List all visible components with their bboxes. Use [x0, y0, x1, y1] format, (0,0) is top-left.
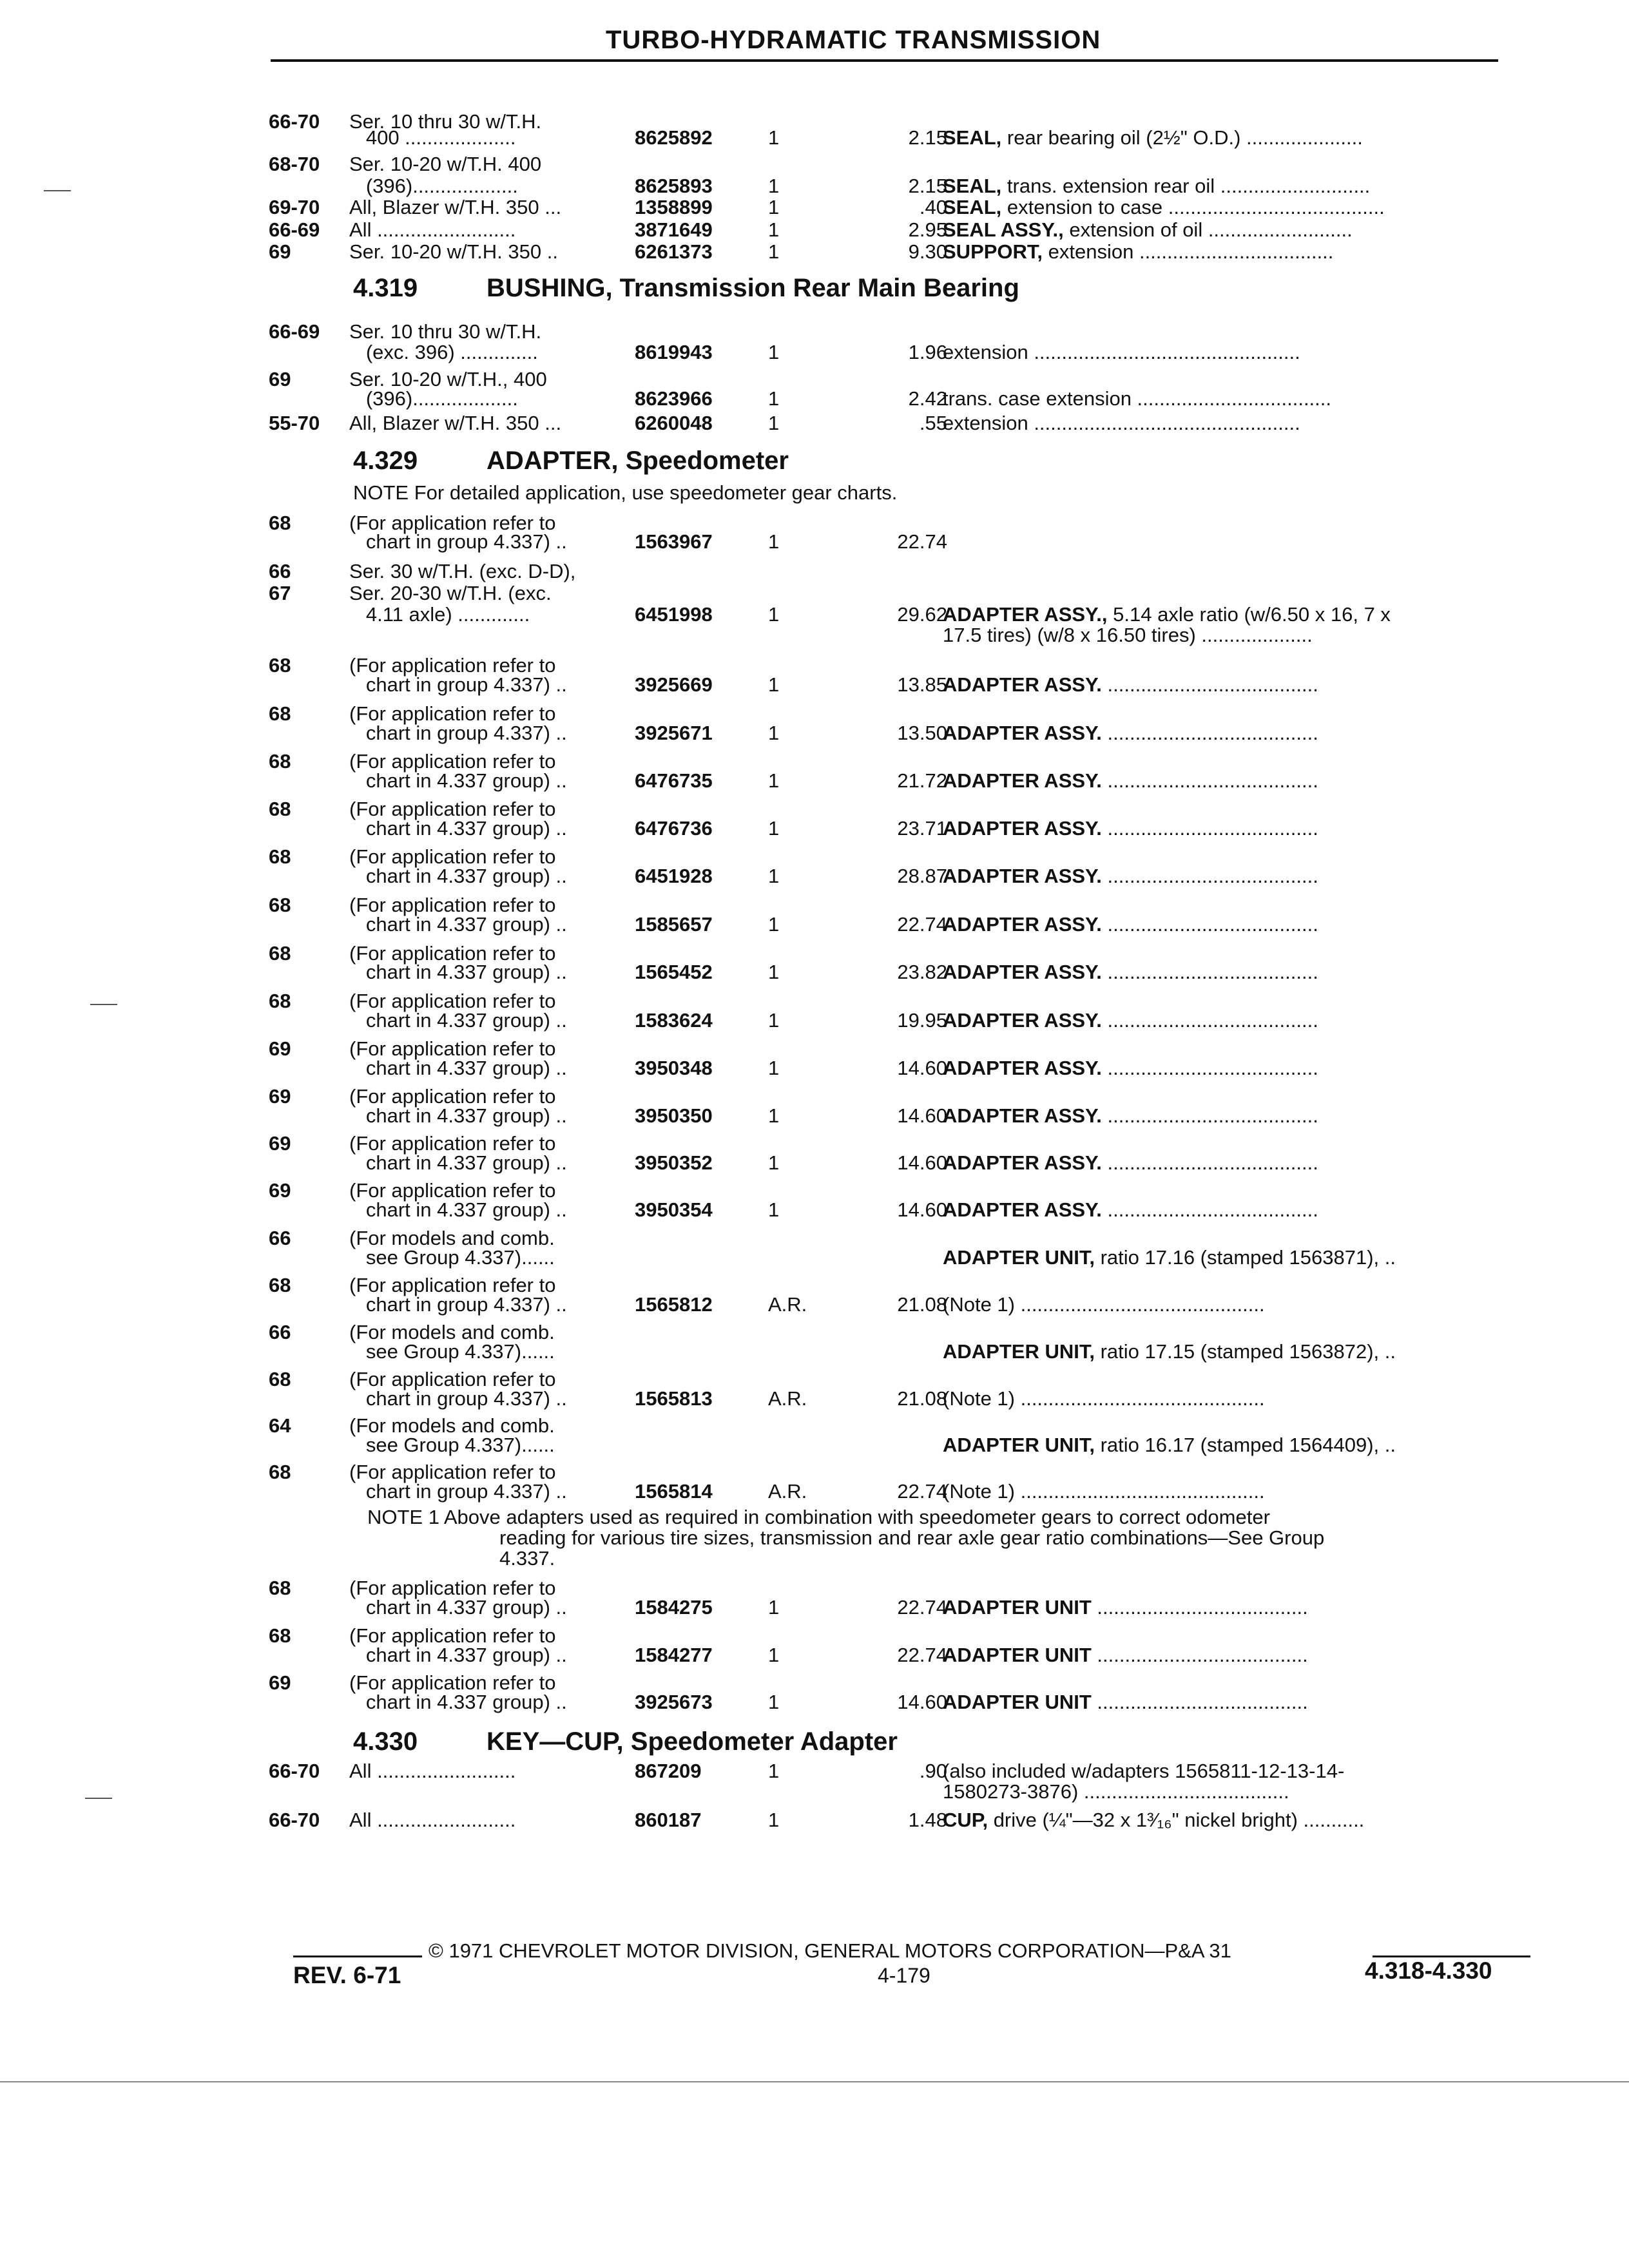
year-cell: 68	[269, 1577, 291, 1599]
price-cell: .90	[919, 1760, 947, 1782]
description-text: ......................................	[1101, 1198, 1318, 1221]
price-cell: 14.60	[897, 1104, 947, 1127]
description-cell	[943, 1595, 1308, 1620]
description-text: ......................................	[1101, 865, 1318, 887]
year-cell: 68	[269, 1274, 291, 1296]
part-number-cell: 1358899	[635, 196, 713, 218]
application-cell: chart in group 4.337) ..	[349, 722, 567, 744]
description-text: ratio 16.17 (stamped 1564409), ..	[1094, 1434, 1396, 1456]
footer-rule-left	[293, 1956, 422, 1957]
part-number-cell: 1584277	[635, 1644, 713, 1666]
application-cell: (For application refer to	[349, 1132, 556, 1155]
application-cell: (For application refer to	[349, 1671, 556, 1694]
application-cell: chart in 4.337 group) ..	[349, 1198, 567, 1221]
application-cell: chart in group 4.337) ..	[349, 1387, 567, 1410]
application-cell: Ser. 10-20 w/T.H. 350 ..	[349, 240, 558, 263]
application-cell: Ser. 30 w/T.H. (exc. D-D),	[349, 560, 576, 582]
part-number-cell: 1563967	[635, 530, 713, 553]
price-cell: 9.30	[908, 240, 947, 263]
page-number: 4-179	[878, 1964, 930, 1987]
description-text: ......................................	[1091, 1691, 1308, 1713]
margin-mark	[90, 1004, 117, 1005]
quantity-cell: 1	[768, 240, 780, 263]
description-text: ......................................	[1101, 769, 1318, 792]
year-cell: 66-70	[269, 1760, 320, 1782]
quantity-cell: 1	[768, 961, 780, 983]
description-text: 17.5 tires) (w/8 x 16.50 tires) ....................	[943, 624, 1313, 646]
description-bold: ADAPTER ASSY.	[943, 817, 1102, 840]
note-text: reading for various tire sizes, transmission and rear axle gear ratio combinations—See Group	[499, 1526, 1325, 1549]
year-cell: 66-70	[269, 110, 320, 133]
application-cell: chart in 4.337 group) ..	[349, 1691, 567, 1713]
application-cell: (For application refer to	[349, 894, 556, 916]
description-bold: ADAPTER ASSY.	[943, 1104, 1102, 1127]
quantity-cell: A.R.	[768, 1293, 807, 1316]
description-bold: ADAPTER ASSY.	[943, 1198, 1102, 1221]
application-cell: 400 ....................	[349, 126, 516, 149]
quantity-cell: A.R.	[768, 1387, 807, 1410]
description-bold: SEAL,	[943, 126, 1002, 149]
application-cell: chart in group 4.337) ..	[349, 1293, 567, 1316]
quantity-cell: 1	[768, 1809, 780, 1831]
description-cell	[943, 1151, 1318, 1175]
part-number-cell: 6476736	[635, 817, 713, 840]
application-cell: chart in 4.337 group) ..	[349, 1151, 567, 1174]
price-cell: 21.08	[897, 1293, 947, 1316]
quantity-cell: 1	[768, 341, 780, 363]
price-cell: 22.74	[897, 1480, 947, 1503]
application-cell: chart in 4.337 group) ..	[349, 1644, 567, 1666]
application-cell: chart in 4.337 group) ..	[349, 1596, 567, 1619]
part-number-cell: 3925671	[635, 722, 713, 744]
price-cell: 22.74	[897, 1596, 947, 1619]
description-cell	[943, 816, 1318, 841]
part-number-cell: 3950348	[635, 1057, 713, 1079]
application-cell: (For application refer to	[349, 654, 556, 677]
note-text: NOTE For detailed application, use speedometer gear charts.	[353, 481, 898, 504]
description-cell	[943, 673, 1318, 697]
quantity-cell: 1	[768, 673, 780, 696]
description-cell	[943, 1479, 1265, 1504]
price-cell: 21.72	[897, 769, 947, 792]
part-number-cell: 8623966	[635, 387, 713, 410]
price-cell: 2.95	[908, 218, 947, 241]
application-cell: chart in group 4.337) ..	[349, 673, 567, 696]
part-number-cell: 6476735	[635, 769, 713, 792]
year-cell: 64	[269, 1414, 291, 1437]
description-text: ......................................	[1091, 1644, 1308, 1666]
description-cell	[943, 387, 1331, 411]
description-bold: ADAPTER ASSY.	[943, 865, 1102, 887]
part-number-cell: 3950354	[635, 1198, 713, 1221]
description-text: extension to case .......................................	[1001, 196, 1385, 218]
description-cell	[943, 218, 1353, 242]
application-cell: chart in 4.337 group) ..	[349, 769, 567, 792]
price-cell: 22.74	[897, 1644, 947, 1666]
application-cell: (396)...................	[349, 175, 518, 197]
description-text: extension of oil ..........................	[1063, 218, 1353, 241]
application-cell: (exc. 396) ..............	[349, 341, 538, 363]
price-cell: 14.60	[897, 1057, 947, 1079]
description-bold: SUPPORT,	[943, 240, 1043, 263]
part-number-cell: 6451998	[635, 603, 713, 626]
application-cell: (For application refer to	[349, 990, 556, 1012]
year-cell: 68	[269, 990, 291, 1012]
price-cell: 13.85	[897, 673, 947, 696]
description-cell	[943, 769, 1318, 793]
part-number-cell: 3925669	[635, 673, 713, 696]
revision-label: REV. 6-71	[293, 1962, 401, 1988]
year-cell: 68	[269, 654, 291, 677]
description-cell	[943, 1104, 1318, 1128]
description-text: drive (¼"—32 x 1³⁄₁₆" nickel bright) ...........	[988, 1809, 1365, 1831]
description-text: ......................................	[1101, 1104, 1318, 1127]
note-text: NOTE 1 Above adapters used as required in combination with speedometer gears to correct odometer	[367, 1506, 1270, 1528]
section-number: 4.329	[353, 447, 418, 475]
description-cell	[943, 1293, 1265, 1317]
application-cell: chart in 4.337 group) ..	[349, 1104, 567, 1127]
part-number-cell: 6260048	[635, 412, 713, 434]
description-cell	[943, 1433, 1396, 1457]
application-cell: (For models and comb.	[349, 1414, 555, 1437]
price-cell: 19.95	[897, 1009, 947, 1032]
description-text: ratio 17.16 (stamped 1563871), ..	[1094, 1246, 1396, 1269]
part-number-cell: 8625893	[635, 175, 713, 197]
application-cell: Ser. 10-20 w/T.H. 400	[349, 153, 542, 175]
price-cell: 2.15	[908, 175, 947, 197]
description-bold: ADAPTER ASSY.	[943, 1151, 1102, 1174]
price-cell: 28.87	[897, 865, 947, 887]
quantity-cell: 1	[768, 913, 780, 936]
footer-copyright: © 1971 CHEVROLET MOTOR DIVISION, GENERAL MOTORS CORPORATION—P&A 31	[429, 1939, 1231, 1962]
description-cell	[943, 1808, 1364, 1832]
quantity-cell: 1	[768, 865, 780, 887]
year-cell: 68	[269, 1368, 291, 1390]
price-cell: 13.50	[897, 722, 947, 744]
description-cell	[943, 1198, 1318, 1222]
application-cell: (For application refer to	[349, 1624, 556, 1647]
application-cell: (For application refer to	[349, 1577, 556, 1599]
application-cell: All .........................	[349, 218, 516, 241]
price-cell: 22.74	[897, 913, 947, 936]
description-bold: ADAPTER UNIT,	[943, 1340, 1095, 1363]
quantity-cell: 1	[768, 1151, 780, 1174]
application-cell: Ser. 10-20 w/T.H., 400	[349, 368, 547, 390]
application-cell: see Group 4.337)......	[349, 1246, 555, 1269]
price-cell: 22.74	[897, 530, 947, 553]
application-cell: chart in group 4.337) ..	[349, 1480, 567, 1503]
application-cell: Ser. 10 thru 30 w/T.H.	[349, 110, 542, 133]
year-cell: 67	[269, 582, 291, 604]
description-cell	[943, 1690, 1308, 1715]
quantity-cell: 1	[768, 387, 780, 410]
price-cell: 1.96	[908, 341, 947, 363]
description-cell	[943, 623, 1313, 648]
price-cell: 2.42	[908, 387, 947, 410]
description-bold: ADAPTER UNIT	[943, 1644, 1092, 1666]
description-cell	[943, 1056, 1318, 1081]
application-cell: (For application refer to	[349, 1461, 556, 1483]
application-cell: (For application refer to	[349, 1085, 556, 1108]
application-cell: (For models and comb.	[349, 1227, 555, 1249]
section-title: ADAPTER, Speedometer	[487, 447, 789, 475]
margin-mark	[85, 1798, 112, 1799]
price-cell: 23.71	[897, 817, 947, 840]
description-text: extension ................................................	[943, 412, 1300, 434]
application-cell: (For application refer to	[349, 1037, 556, 1060]
description-cell	[943, 1340, 1396, 1364]
application-cell: All, Blazer w/T.H. 350 ...	[349, 196, 562, 218]
year-cell: 68	[269, 1624, 291, 1647]
year-cell: 69	[269, 1132, 291, 1155]
part-number-cell: 3871649	[635, 218, 713, 241]
note-text: 4.337.	[499, 1547, 555, 1570]
application-cell: All .........................	[349, 1809, 516, 1831]
part-number-cell: 3950352	[635, 1151, 713, 1174]
description-cell	[943, 1008, 1318, 1033]
year-cell: 69	[269, 240, 291, 263]
description-bold: ADAPTER UNIT	[943, 1596, 1092, 1619]
quantity-cell: 1	[768, 412, 780, 434]
section-number: 4.319	[353, 274, 418, 302]
year-cell: 68	[269, 894, 291, 916]
year-cell: 66-69	[269, 320, 320, 343]
margin-mark	[44, 190, 71, 191]
year-cell: 66	[269, 1321, 291, 1343]
part-number-cell: 6451928	[635, 865, 713, 887]
page-title: TURBO-HYDRAMATIC TRANSMISSION	[606, 26, 1101, 54]
quantity-cell: A.R.	[768, 1480, 807, 1503]
year-cell: 68-70	[269, 153, 320, 175]
application-cell: chart in 4.337 group) ..	[349, 913, 567, 936]
quantity-cell: 1	[768, 196, 780, 218]
description-text: (Note 1) ............................................	[943, 1480, 1265, 1503]
application-cell: chart in 4.337 group) ..	[349, 865, 567, 887]
application-cell: see Group 4.337)......	[349, 1434, 555, 1456]
description-bold: ADAPTER ASSY.	[943, 722, 1102, 744]
part-number-cell: 860187	[635, 1809, 702, 1831]
price-cell: 29.62	[897, 603, 947, 626]
group-range: 4.318-4.330	[1365, 1957, 1492, 1984]
description-text: extension ...................................	[1043, 240, 1334, 263]
description-text: (also included w/adapters 1565811-12-13-14-	[943, 1760, 1345, 1782]
quantity-cell: 1	[768, 1691, 780, 1713]
part-number-cell: 1565812	[635, 1293, 713, 1316]
part-number-cell: 1585657	[635, 913, 713, 936]
year-cell: 66	[269, 1227, 291, 1249]
application-cell: chart in 4.337 group) ..	[349, 961, 567, 983]
description-text: (Note 1) ............................................	[943, 1293, 1265, 1316]
year-cell: 68	[269, 845, 291, 868]
description-bold: ADAPTER ASSY.	[943, 961, 1102, 983]
year-cell: 68	[269, 942, 291, 965]
application-cell: (For application refer to	[349, 1368, 556, 1390]
quantity-cell: 1	[768, 1057, 780, 1079]
quantity-cell: 1	[768, 603, 780, 626]
application-cell: (For models and comb.	[349, 1321, 555, 1343]
description-bold: ADAPTER UNIT	[943, 1691, 1092, 1713]
quantity-cell: 1	[768, 218, 780, 241]
description-text: rear bearing oil (2½" O.D.) .....................	[1001, 126, 1363, 149]
application-cell: chart in 4.337 group) ..	[349, 1009, 567, 1032]
year-cell: 69	[269, 368, 291, 390]
year-cell: 68	[269, 512, 291, 534]
application-cell: (For application refer to	[349, 512, 556, 534]
application-cell: (For application refer to	[349, 845, 556, 868]
quantity-cell: 1	[768, 1644, 780, 1666]
description-bold: ADAPTER ASSY.	[943, 673, 1102, 696]
description-bold: ADAPTER ASSY.,	[943, 603, 1108, 626]
part-number-cell: 3925673	[635, 1691, 713, 1713]
part-number-cell: 8625892	[635, 126, 713, 149]
description-bold: ADAPTER ASSY.	[943, 1009, 1102, 1032]
application-cell: (For application refer to	[349, 1179, 556, 1202]
description-text: ......................................	[1101, 1057, 1318, 1079]
quantity-cell: 1	[768, 175, 780, 197]
part-number-cell: 1565814	[635, 1480, 713, 1503]
price-cell: 14.60	[897, 1691, 947, 1713]
section-number: 4.330	[353, 1727, 418, 1756]
description-text: ......................................	[1101, 1009, 1318, 1032]
price-cell: 21.08	[897, 1387, 947, 1410]
description-cell	[943, 126, 1363, 150]
part-number-cell: 6261373	[635, 240, 713, 263]
description-cell	[943, 721, 1318, 745]
application-cell: All .........................	[349, 1760, 516, 1782]
description-bold: ADAPTER ASSY.	[943, 913, 1102, 936]
quantity-cell: 1	[768, 817, 780, 840]
description-cell	[943, 340, 1300, 365]
part-number-cell: 1584275	[635, 1596, 713, 1619]
description-text: trans. case extension ...................................	[943, 387, 1332, 410]
description-cell	[943, 1245, 1396, 1270]
description-cell	[943, 240, 1333, 264]
description-cell	[943, 864, 1318, 889]
description-text: ......................................	[1101, 673, 1318, 696]
application-cell: chart in 4.337 group) ..	[349, 1057, 567, 1079]
part-number-cell: 1565813	[635, 1387, 713, 1410]
year-cell: 69	[269, 1085, 291, 1108]
price-cell: 23.82	[897, 961, 947, 983]
description-text: ratio 17.15 (stamped 1563872), ..	[1094, 1340, 1396, 1363]
application-cell: Ser. 20-30 w/T.H. (exc.	[349, 582, 552, 604]
quantity-cell: 1	[768, 1596, 780, 1619]
description-cell	[943, 912, 1318, 937]
year-cell: 66-69	[269, 218, 320, 241]
price-cell: 14.60	[897, 1198, 947, 1221]
application-cell: All, Blazer w/T.H. 350 ...	[349, 412, 562, 434]
description-text: ......................................	[1101, 817, 1318, 840]
year-cell: 66	[269, 560, 291, 582]
price-cell: .55	[919, 412, 947, 434]
description-text: ......................................	[1101, 722, 1318, 744]
quantity-cell: 1	[768, 1760, 780, 1782]
year-cell: 68	[269, 1461, 291, 1483]
section-title: KEY—CUP, Speedometer Adapter	[487, 1727, 898, 1756]
quantity-cell: 1	[768, 722, 780, 744]
application-cell: chart in 4.337 group) ..	[349, 817, 567, 840]
description-cell	[943, 411, 1300, 436]
description-text: ......................................	[1091, 1596, 1308, 1619]
section-title: BUSHING, Transmission Rear Main Bearing	[487, 274, 1019, 302]
application-cell: (For application refer to	[349, 750, 556, 773]
year-cell: 69	[269, 1671, 291, 1694]
description-bold: ADAPTER ASSY.	[943, 769, 1102, 792]
application-cell: (396)...................	[349, 387, 518, 410]
description-text: ......................................	[1101, 1151, 1318, 1174]
description-text: ......................................	[1101, 961, 1318, 983]
description-cell	[943, 1780, 1289, 1804]
part-number-cell: 1565452	[635, 961, 713, 983]
price-cell: 2.15	[908, 126, 947, 149]
application-cell: see Group 4.337)......	[349, 1340, 555, 1363]
quantity-cell: 1	[768, 1009, 780, 1032]
year-cell: 69	[269, 1179, 291, 1202]
quantity-cell: 1	[768, 1198, 780, 1221]
description-bold: SEAL,	[943, 196, 1002, 218]
description-bold: CUP,	[943, 1809, 988, 1831]
application-cell: (For application refer to	[349, 1274, 556, 1296]
part-number-cell: 867209	[635, 1760, 702, 1782]
application-cell: (For application refer to	[349, 798, 556, 820]
description-bold: SEAL,	[943, 175, 1002, 197]
description-text: (Note 1) ............................................	[943, 1387, 1265, 1410]
application-cell: (For application refer to	[349, 942, 556, 965]
description-cell	[943, 195, 1385, 220]
description-bold: ADAPTER UNIT,	[943, 1434, 1095, 1456]
description-text: trans. extension rear oil ...........................	[1001, 175, 1371, 197]
description-bold: ADAPTER UNIT,	[943, 1246, 1095, 1269]
year-cell: 68	[269, 750, 291, 773]
price-cell: 1.48	[908, 1809, 947, 1831]
quantity-cell: 1	[768, 769, 780, 792]
application-cell: Ser. 10 thru 30 w/T.H.	[349, 320, 542, 343]
quantity-cell: 1	[768, 530, 780, 553]
description-cell	[943, 1387, 1265, 1411]
application-cell: (For application refer to	[349, 702, 556, 725]
year-cell: 68	[269, 702, 291, 725]
description-bold: ADAPTER ASSY.	[943, 1057, 1102, 1079]
year-cell: 66-70	[269, 1809, 320, 1831]
quantity-cell: 1	[768, 1104, 780, 1127]
year-cell: 69-70	[269, 196, 320, 218]
part-number-cell: 8619943	[635, 341, 713, 363]
title-rule	[271, 59, 1498, 62]
description-text: 1580273-3876) .....................................	[943, 1780, 1289, 1803]
price-cell: .40	[919, 196, 947, 218]
application-cell: 4.11 axle) .............	[349, 603, 530, 626]
description-bold: SEAL ASSY.,	[943, 218, 1064, 241]
part-number-cell: 1583624	[635, 1009, 713, 1032]
part-number-cell: 3950350	[635, 1104, 713, 1127]
description-text: ......................................	[1101, 913, 1318, 936]
description-text: 5.14 axle ratio (w/6.50 x 16, 7 x	[1107, 603, 1391, 626]
year-cell: 69	[269, 1037, 291, 1060]
description-cell	[943, 960, 1318, 985]
price-cell: 14.60	[897, 1151, 947, 1174]
description-text: extension ................................................	[943, 341, 1300, 363]
year-cell: 68	[269, 798, 291, 820]
scan-edge-line	[0, 2081, 1629, 2082]
quantity-cell: 1	[768, 126, 780, 149]
year-cell: 55-70	[269, 412, 320, 434]
description-cell	[943, 1643, 1308, 1667]
application-cell: chart in group 4.337) ..	[349, 530, 567, 553]
